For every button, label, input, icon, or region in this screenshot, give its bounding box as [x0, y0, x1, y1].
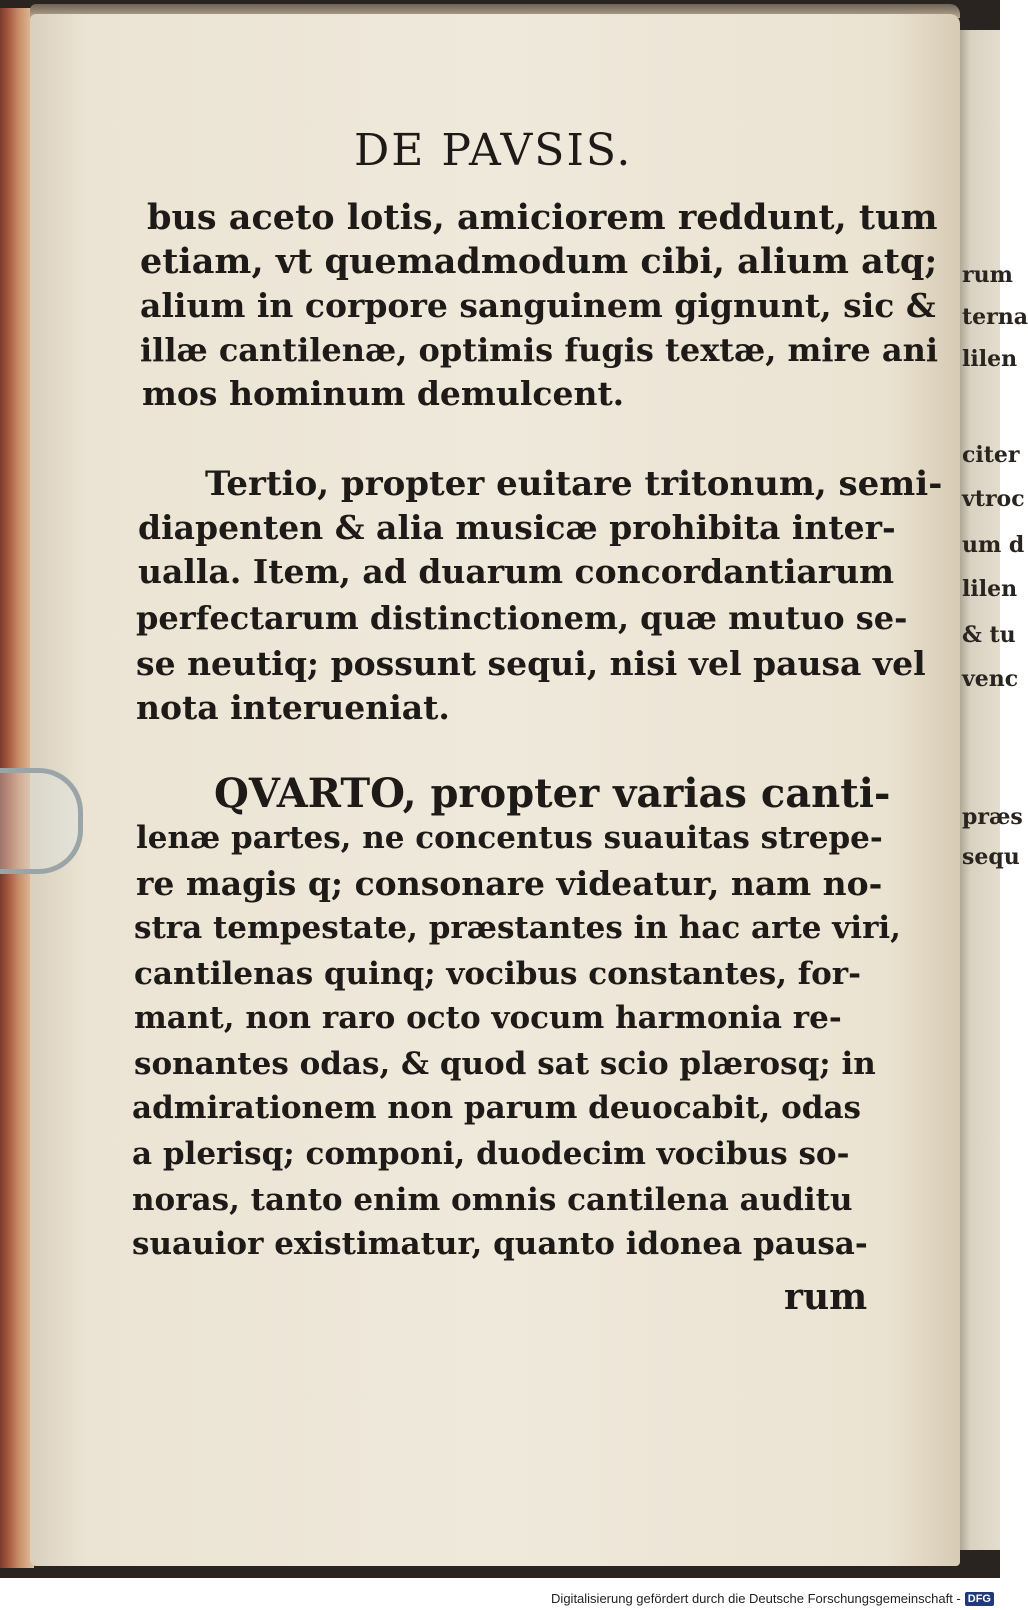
text-line: sonantes odas, & quod sat scio plærosq; in	[134, 1046, 876, 1082]
digitization-credit	[551, 1591, 994, 1606]
text-line: alium in corpore sanguinem gignunt, sic &	[140, 286, 936, 325]
text-line: se neutiq; possunt sequi, nisi vel pausa vel	[136, 644, 926, 683]
text-line: nota interueniat.	[136, 688, 450, 727]
facing-text-fragment: citer	[962, 442, 1020, 468]
text-line: Tertio, propter euitare tritonum, semi-	[205, 464, 943, 504]
facing-text-fragment: terna	[962, 304, 1028, 330]
facing-text-fragment: sequ	[962, 844, 1020, 870]
facing-text-fragment: venc	[962, 666, 1019, 692]
text-line: QVARTO, propter varias canti-	[214, 770, 891, 817]
text-line: etiam, vt quemadmodum cibi, alium atq;	[140, 241, 938, 282]
text-line: suauior existimatur, quanto idonea pausa-	[132, 1226, 868, 1262]
facing-text-fragment: lilen	[962, 576, 1018, 602]
facing-text-fragment: lilen	[962, 346, 1018, 372]
text-line: cantilenas quinq; vocibus constantes, for-	[134, 956, 861, 992]
text-line: bus aceto lotis, amiciorem reddunt, tum	[147, 197, 938, 238]
facing-text-fragment: um d	[962, 532, 1025, 558]
text-line: illæ cantilenæ, optimis fugis textæ, mire ani	[140, 331, 939, 369]
text-line: re magis q; consonare videatur, nam no-	[136, 864, 883, 903]
facing-text-fragment: præs	[962, 804, 1023, 830]
book-clasp	[0, 768, 83, 874]
running-header: DE PAVSIS.	[354, 125, 633, 176]
text-line: a plerisq; componi, duodecim vocibus so-	[132, 1136, 850, 1172]
text-line: perfectarum distinctionem, quæ mutuo se-	[136, 599, 908, 637]
text-line: noras, tanto enim omnis cantilena auditu	[132, 1182, 853, 1218]
text-line: admirationem non parum deuocabit, odas	[132, 1090, 861, 1126]
facing-text-fragment: rum	[962, 262, 1013, 288]
facing-text-fragment: & tu	[962, 622, 1016, 648]
facing-text-fragment: vtroc	[962, 486, 1025, 512]
text-line: lenæ partes, ne concentus suauitas strepe-	[136, 820, 883, 856]
catchword: rum	[784, 1276, 868, 1318]
credit-text: Digitalisierung gefördert durch die Deutsche Forschungsgemeinschaft -	[551, 1591, 961, 1606]
text-line: stra tempestate, præstantes in hac arte viri,	[134, 910, 901, 946]
text-line: ualla. Item, ad duarum concordantiarum	[138, 552, 895, 591]
text-line: diapenten & alia musicæ prohibita inter-	[138, 508, 896, 547]
dfg-logo: DFG	[965, 1592, 994, 1606]
text-line: mant, non raro octo vocum harmonia re-	[134, 1000, 842, 1036]
text-line: mos hominum demulcent.	[142, 374, 625, 413]
